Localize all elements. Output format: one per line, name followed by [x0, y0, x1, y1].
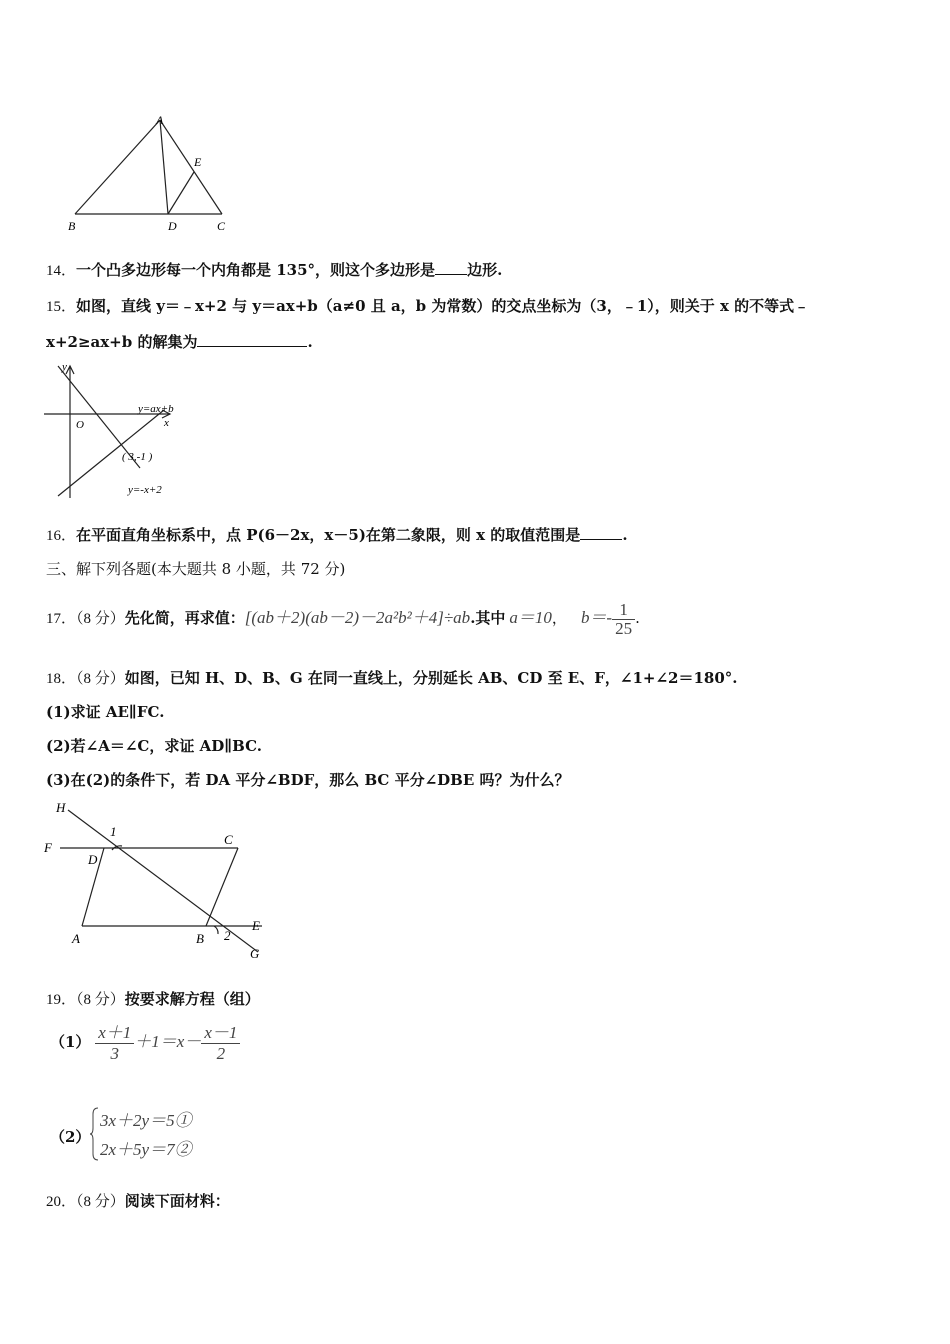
q17-comma: ，: [551, 609, 567, 627]
q18-text: 如图，已知 H、D、B、G 在同一直线上，分别延长 AB、CD 至 E、F，∠1+∠2＝180°.: [124, 669, 738, 687]
q14-suffix: 边形.: [467, 261, 503, 279]
q17-number: 17．（8 分）: [46, 611, 125, 627]
q17-b-numerator: 1: [612, 601, 635, 620]
question-17: [46, 598, 640, 638]
q16-blank: [580, 525, 622, 540]
q19-lhs-fraction: [95, 1023, 134, 1064]
q18-number: 18．（8 分）: [46, 671, 125, 687]
triangle-figure: [60, 110, 240, 240]
q19-lhs-numerator: x＋1: [95, 1023, 134, 1044]
label-b2: B: [196, 931, 204, 946]
q19-rhs-fraction: [201, 1023, 240, 1064]
q17-b-prefix: b＝-: [580, 608, 613, 627]
q14-blank: [435, 260, 467, 275]
q17-text: 先化简，再求值：: [124, 609, 245, 627]
section-3-title: 三、解下列各题(本大题共 8 小题，共 72 分): [46, 560, 346, 578]
q18-part-1: (1)求证 AE∥FC.: [46, 703, 165, 721]
q17-end: .: [635, 609, 640, 627]
q16-suffix: .: [622, 526, 628, 544]
label-b: B: [68, 219, 76, 233]
question-19: [46, 988, 260, 1011]
q16-number: 16．: [46, 528, 77, 544]
label-a2: A: [72, 931, 80, 946]
axis-x-label: x: [164, 417, 169, 429]
q15-suffix: .: [307, 333, 313, 351]
q19-rhs-denominator: 2: [216, 1043, 226, 1063]
q17-b-fraction: [612, 601, 635, 638]
label-d2: D: [88, 852, 98, 867]
question-15-line2: [46, 331, 313, 353]
question-18: [46, 667, 738, 690]
question-14: [46, 259, 502, 282]
q19-text: 按要求解方程（组）: [124, 990, 260, 1008]
origin-label: O: [76, 419, 84, 431]
q17-middle: .其中: [470, 609, 506, 627]
q17-a-value: a＝10: [509, 608, 552, 627]
line-ax-b-label: y=ax+b: [138, 403, 174, 415]
label-g: G: [250, 946, 260, 961]
brace-icon: [90, 1106, 100, 1162]
q15-text-line1: 如图，直线 y＝﹣x+2 与 y＝ax+b（a≠0 且 a，b 为常数）的交点坐标为（3，﹣1），则关于 x 的不等式﹣: [76, 297, 810, 315]
parallelogram-figure: [40, 798, 270, 966]
q15-number: 15．: [46, 299, 77, 315]
line-neg-x-plus-2-label: y=-x+2: [128, 484, 162, 496]
question-16: [46, 524, 628, 547]
q14-number: 14．: [46, 263, 77, 279]
q15-text-line2: x+2≥ax+b 的解集为: [46, 333, 198, 351]
q19-rhs-numerator: x－1: [201, 1023, 240, 1044]
angle-1-label: 1: [110, 824, 117, 839]
label-f: F: [44, 840, 52, 855]
q20-number: 20．（8 分）: [46, 1194, 125, 1210]
q14-text: 一个凸多边形每一个内角都是 135°，则这个多边形是: [76, 261, 436, 279]
q18-part-3: (3)在(2)的条件下，若 DA 平分∠BDF，那么 BC 平分∠DBE 吗？为什么？: [46, 771, 570, 789]
q19-lhs-denominator: 3: [110, 1043, 119, 1063]
label-a: A: [156, 113, 164, 127]
question-20: [46, 1190, 230, 1213]
coordinate-graph: [40, 358, 200, 506]
q19-part-1: [50, 1020, 240, 1064]
label-e2: E: [252, 918, 260, 933]
q20-text: 阅读下面材料：: [124, 1192, 230, 1210]
label-c2: C: [224, 832, 233, 847]
q17-expression: [(ab＋2)(ab－2)－2a²b²＋4]÷ab: [244, 608, 471, 627]
axis-y-label: y: [62, 361, 67, 373]
angle-2-label: 2: [224, 928, 231, 943]
q18-part-2: (2)若∠A＝∠C，求证 AD∥BC.: [46, 737, 263, 755]
label-h: H: [56, 800, 66, 815]
label-c: C: [217, 219, 226, 233]
q19-equation-1: 3x＋2y＝5①: [100, 1111, 192, 1130]
q16-text: 在平面直角坐标系中，点 P(6－2x，x－5)在第二象限，则 x 的取值范围是: [76, 526, 581, 544]
q19-middle: ＋1＝x－: [134, 1032, 202, 1051]
q15-blank: [197, 332, 307, 347]
q19-part-2-label: （2）: [50, 1128, 91, 1146]
q17-b-denominator: 25: [615, 618, 633, 638]
q19-equation-2: 2x＋5y＝7②: [100, 1140, 192, 1159]
intersection-label: ( 3,-1 ): [122, 451, 153, 463]
label-e: E: [194, 155, 202, 169]
question-15-line1: [46, 295, 809, 318]
q19-part-1-label: （1）: [50, 1033, 91, 1051]
q19-number: 19．（8 分）: [46, 992, 125, 1008]
label-d: D: [168, 219, 177, 233]
